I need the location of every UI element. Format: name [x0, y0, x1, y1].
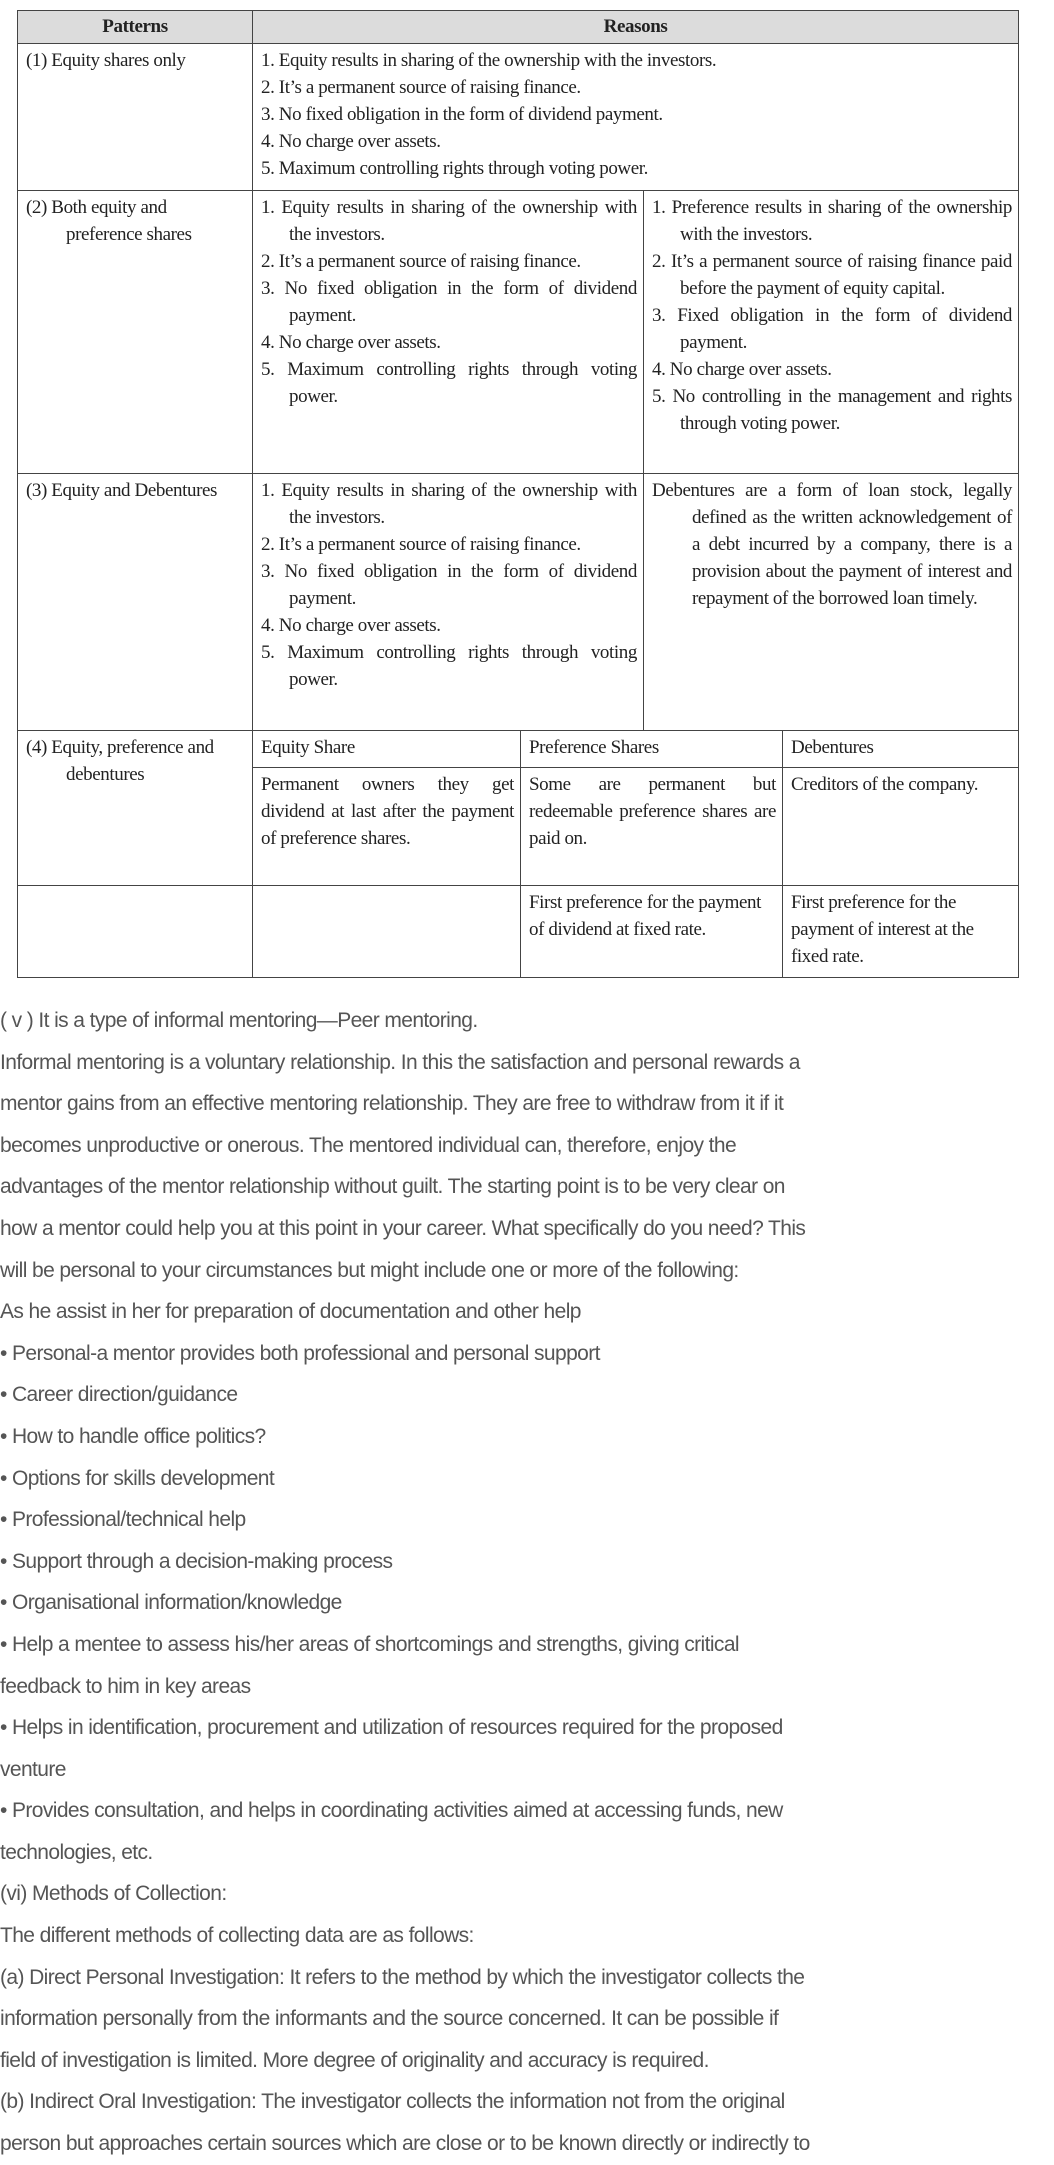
text-line: • Helps in identification, procurement and utilization of resources required for the proposed — [0, 1716, 783, 1740]
text-line: The different methods of collecting data are as follows: — [0, 1924, 474, 1948]
text-line: • Professional/technical help — [0, 1508, 246, 1532]
pattern-label: (2) Both equity and preference shares — [26, 197, 192, 245]
text-line: As he assist in her for preparation of documentation and other help — [0, 1300, 581, 1324]
reason-item: 2. It’s a permanent source of raising finance. — [261, 534, 581, 555]
reason-item: 3. No fixed obligation in the form of dividend payment. — [261, 561, 637, 609]
text-line: becomes unproductive or onerous. The mentored individual can, therefore, enjoy the — [0, 1133, 737, 1157]
table-row — [18, 191, 1019, 474]
pattern-label: (4) Equity, preference and debentures — [26, 737, 214, 785]
reason-item: 4. No charge over assets. — [261, 332, 441, 353]
table-row — [18, 886, 1019, 978]
preference-shares-cell: Some are permanent but redeemable preference shares are paid on. — [521, 768, 783, 886]
answer-text — [0, 1000, 1054, 2165]
reason-item: 3. Fixed obligation in the form of dividend payment. — [652, 305, 1013, 353]
text-line: Informal mentoring is a voluntary relationship. In this the satisfaction and personal rewards a — [0, 1050, 800, 1074]
text-line: (vi) Methods of Collection: — [0, 1882, 227, 1906]
reason-item: 2. It’s a permanent source of raising finance paid before the payment of equity capital. — [652, 251, 1013, 299]
table-row — [18, 474, 1019, 731]
table-row — [18, 44, 1019, 191]
preference-reasons — [644, 191, 1019, 474]
reasons-list — [253, 44, 1019, 191]
reason-item: 2. It’s a permanent source of raising finance. — [261, 251, 581, 272]
debentures-cell: Creditors of the company. — [783, 768, 1019, 886]
text-line: venture — [0, 1757, 66, 1781]
text-line: • Help a mentee to assess his/her areas of shortcomings and strengths, giving critical — [0, 1632, 739, 1656]
reason-item: 5. Maximum controlling rights through voting power. — [261, 642, 637, 690]
equity-reasons — [253, 474, 644, 731]
equity-share-cell: Permanent owners they get dividend at last after the payment of preference shares. — [253, 768, 521, 886]
text-line: • Career direction/guidance — [0, 1383, 238, 1407]
reason-item: 3. No fixed obligation in the form of dividend payment. — [261, 278, 637, 326]
debentures-cell: First preference for the payment of interest at the fixed rate. — [783, 886, 1019, 978]
text-line: person but approaches certain sources which are close or to be known directly or indirectly to — [0, 2132, 810, 2156]
text-line: information personally from the informants and the source concerned. It can be possible if — [0, 2007, 779, 2031]
header-patterns: Patterns — [18, 11, 253, 44]
reason-item: 4. No charge over assets. — [261, 615, 441, 636]
debentures-description: Debentures are a form of loan stock, legally defined as the written acknowledgement of a debt incurred by a company, there is a provision about the payment of interest and repayment of the borrowed loan timely. — [652, 480, 1013, 609]
text-line: feedback to him in key areas — [0, 1674, 251, 1698]
reason-item: 1. Preference results in sharing of the ownership with the investors. — [652, 197, 1013, 245]
text-line: • Support through a decision-making process — [0, 1549, 393, 1573]
text-line: field of investigation is limited. More degree of originality and accuracy is required. — [0, 2048, 709, 2072]
reason-item: 4. No charge over assets. — [652, 359, 832, 380]
text-line: • Organisational information/knowledge — [0, 1591, 342, 1615]
text-line: mentor gains from an effective mentoring relationship. They are free to withdraw from it if it — [0, 1092, 784, 1116]
text-line: ( v ) It is a type of informal mentoring—Peer mentoring. — [0, 1009, 478, 1032]
reason-item: 1. Equity results in sharing of the ownership with the investors. — [261, 480, 637, 528]
equity-reasons — [253, 191, 644, 474]
reason-item: 5. Maximum controlling rights through voting power. — [261, 359, 637, 407]
table-row — [18, 731, 1019, 768]
reason-item: 4. No charge over assets. — [261, 131, 441, 152]
text-line: (a) Direct Personal Investigation: It refers to the method by which the investigator collects the — [0, 1965, 805, 1989]
empty-cell — [18, 886, 253, 978]
pattern-label: (3) Equity and Debentures — [26, 480, 218, 501]
reason-item: 1. Equity results in sharing of the ownership with the investors. — [261, 197, 637, 245]
subheader-debentures: Debentures — [783, 731, 1019, 768]
text-line: • Personal-a mentor provides both professional and personal support — [0, 1341, 600, 1365]
subheader-preference-shares: Preference Shares — [521, 731, 783, 768]
reason-item: 5. No controlling in the management and rights through voting power. — [652, 386, 1013, 434]
reason-item: 1. Equity results in sharing of the ownership with the investors. — [261, 50, 717, 71]
patterns-reasons-table — [17, 10, 1019, 978]
text-line: • Options for skills development — [0, 1466, 275, 1490]
subheader-equity-share: Equity Share — [253, 731, 521, 768]
preference-shares-cell: First preference for the payment of dividend at fixed rate. — [521, 886, 783, 978]
text-line: technologies, etc. — [0, 1840, 153, 1864]
pattern-label: (1) Equity shares only — [26, 50, 186, 71]
reason-item: 5. Maximum controlling rights through voting power. — [261, 158, 649, 179]
reason-item: 3. No fixed obligation in the form of dividend payment. — [261, 104, 663, 125]
text-line: how a mentor could help you at this point in your career. What specifically do you need? This — [0, 1216, 806, 1240]
header-reasons: Reasons — [253, 11, 1019, 44]
text-line: advantages of the mentor relationship without guilt. The starting point is to be very clear on — [0, 1175, 785, 1199]
equity-share-cell — [253, 886, 521, 978]
text-line: • Provides consultation, and helps in coordinating activities aimed at accessing funds, new — [0, 1799, 783, 1823]
text-line: will be personal to your circumstances but might include one or more of the following: — [0, 1258, 739, 1282]
text-line: (b) Indirect Oral Investigation: The investigator collects the information not from the original — [0, 2090, 785, 2114]
reason-item: 2. It’s a permanent source of raising finance. — [261, 77, 581, 98]
text-line: • How to handle office politics? — [0, 1424, 266, 1448]
table-header-row — [18, 11, 1019, 44]
